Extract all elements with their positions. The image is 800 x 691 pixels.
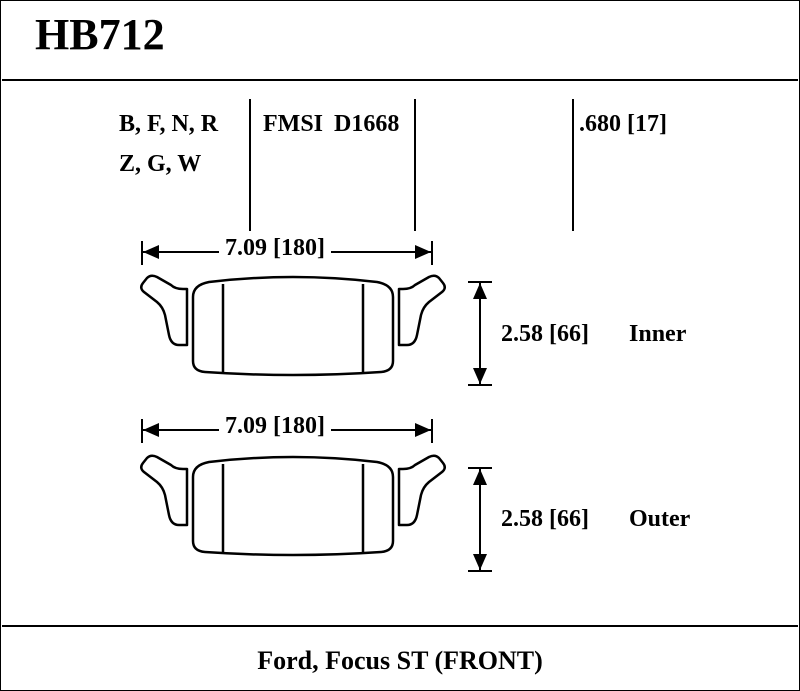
compound-codes-row-2: Z, G, W xyxy=(119,151,202,177)
divider-top xyxy=(2,79,798,81)
leader-line-fmsi-left xyxy=(249,99,251,231)
outer-width-value: 7.09 [180] xyxy=(219,413,331,440)
inner-height-dimension xyxy=(469,281,491,386)
vehicle-application-label: Ford, Focus ST (FRONT) xyxy=(257,646,543,675)
divider-bottom xyxy=(2,625,798,627)
inner-height-value: 2.58 [66] xyxy=(501,321,589,347)
outer-position-label: Outer xyxy=(629,506,691,532)
compound-codes-row-1: B, F, N, R xyxy=(119,111,219,137)
outer-height-dimension xyxy=(469,467,491,572)
page-title: HB712 xyxy=(35,10,165,59)
inner-position-label: Inner xyxy=(629,321,687,347)
leader-line-thickness xyxy=(572,99,574,231)
leader-line-fmsi-right xyxy=(414,99,416,231)
fmsi-code: D1668 xyxy=(334,111,400,137)
inner-width-value: 7.09 [180] xyxy=(219,235,331,262)
outer-width-dimension xyxy=(141,413,433,441)
outer-pad-shape xyxy=(135,453,451,573)
outer-height-value: 2.58 [66] xyxy=(501,506,589,532)
inner-width-dimension xyxy=(141,235,433,263)
inner-pad-shape xyxy=(135,273,451,393)
thickness-value: .680 [17] xyxy=(579,111,667,137)
fmsi-label: FMSI xyxy=(263,111,323,137)
